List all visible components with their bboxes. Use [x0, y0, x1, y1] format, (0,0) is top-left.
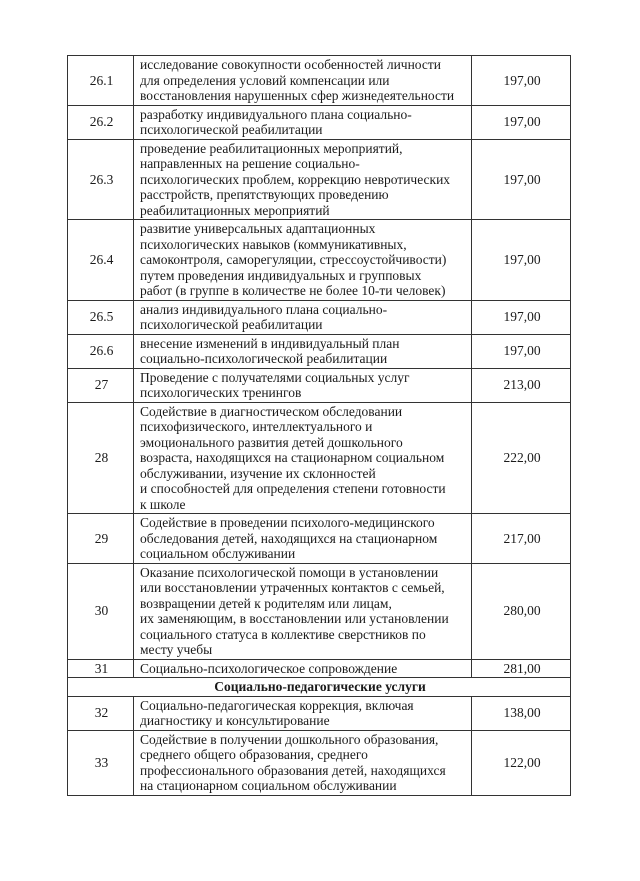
service-number: 30 — [68, 563, 134, 659]
service-description: проведение реабилитационных мероприятий, направленных на решение социально- психологических проблем, коррекцию невротических расстройств, препятствующих проведению реабилитационных мероприятий — [140, 140, 451, 218]
service-price: 197,00 — [472, 56, 571, 106]
service-number: 33 — [68, 730, 134, 795]
service-price: 122,00 — [472, 730, 571, 795]
service-description: развитие универсальных адаптационных психологических навыков (коммуникативных, самоконтроля, саморегуляции, стрессоустойчивости) путем проведения индивидуальных и групповых работ (в группе в количестве не более 10-ти человек) — [140, 221, 447, 298]
service-description-cell — [134, 563, 472, 659]
service-number: 26.1 — [68, 56, 134, 106]
service-number: 26.3 — [68, 139, 134, 220]
service-price: 281,00 — [472, 659, 571, 678]
service-description-cell — [134, 368, 472, 402]
service-number: 32 — [68, 696, 134, 730]
service-price: 280,00 — [472, 563, 571, 659]
service-number: 26.4 — [68, 220, 134, 301]
table-row — [68, 514, 571, 564]
service-price: 197,00 — [472, 139, 571, 220]
service-price: 138,00 — [472, 696, 571, 730]
service-price: 197,00 — [472, 105, 571, 139]
service-price: 213,00 — [472, 368, 571, 402]
table-row — [68, 334, 571, 368]
service-price: 217,00 — [472, 514, 571, 564]
service-description-cell — [134, 730, 472, 795]
table-row — [68, 368, 571, 402]
service-price: 222,00 — [472, 402, 571, 514]
service-number: 26.5 — [68, 300, 134, 334]
service-description-cell — [134, 220, 472, 301]
service-description: Социально-педагогическая коррекция, включая диагностику и консультирование — [140, 697, 414, 728]
section-header-row — [68, 678, 571, 697]
service-description-cell — [134, 56, 472, 106]
service-description: Оказание психологической помощи в установлении или восстановлении утраченных контактов с семьей, возвращении детей к родителям или лицам, их заменяющим, в восстановлении или установлении социального статуса в коллективе сверстников по месту учебы — [140, 564, 449, 657]
table-row — [68, 56, 571, 106]
service-price: 197,00 — [472, 334, 571, 368]
service-number: 29 — [68, 514, 134, 564]
service-description: Содействие в проведении психолого-медицинского обследования детей, находящихся на стационарном социальном обслуживании — [140, 515, 438, 561]
table-row — [68, 220, 571, 301]
table-row — [68, 402, 571, 514]
service-description-cell — [134, 105, 472, 139]
table-row — [68, 563, 571, 659]
table-row — [68, 659, 571, 678]
service-number: 26.2 — [68, 105, 134, 139]
table-body — [68, 56, 571, 796]
service-number: 31 — [68, 659, 134, 678]
table-row — [68, 730, 571, 795]
table-row — [68, 105, 571, 139]
services-price-table — [67, 55, 571, 796]
service-description-cell — [134, 696, 472, 730]
service-description-cell — [134, 402, 472, 514]
service-description: исследование совокупности особенностей личности для определения условий компенсации или восстановления нарушенных сфер жизнедеятельности — [140, 57, 455, 103]
service-description-cell — [134, 300, 472, 334]
service-description: разработку индивидуального плана социально- психологической реабилитации — [140, 106, 412, 137]
service-description-cell — [134, 659, 472, 678]
service-number: 28 — [68, 402, 134, 514]
service-description: Содействие в диагностическом обследовании психофизического, интеллектуального и эмоционального развития детей дошкольного возраста, находящихся на стационарном социальном обслуживании, изучение их склонностей и способностей для определения степени готовности к школе — [140, 403, 446, 512]
service-description: анализ индивидуального плана социально- психологической реабилитации — [140, 301, 388, 332]
service-description-cell — [134, 334, 472, 368]
service-number: 27 — [68, 368, 134, 402]
service-description: Социально-психологическое сопровождение — [140, 660, 398, 676]
service-price: 197,00 — [472, 300, 571, 334]
service-number: 26.6 — [68, 334, 134, 368]
table-row — [68, 696, 571, 730]
service-description: Проведение с получателями социальных услуг психологических тренингов — [140, 369, 410, 400]
service-description-cell — [134, 139, 472, 220]
service-price: 197,00 — [472, 220, 571, 301]
service-description: Содействие в получении дошкольного образования, среднего общего образования, среднего профессионального образования детей, находящихся на стационарном социальном обслуживании — [140, 731, 446, 793]
section-title: Социально-педагогические услуги — [68, 678, 571, 697]
service-description-cell — [134, 514, 472, 564]
table-row — [68, 139, 571, 220]
table-row — [68, 300, 571, 334]
service-description: внесение изменений в индивидуальный план социально-психологической реабилитации — [140, 335, 400, 366]
